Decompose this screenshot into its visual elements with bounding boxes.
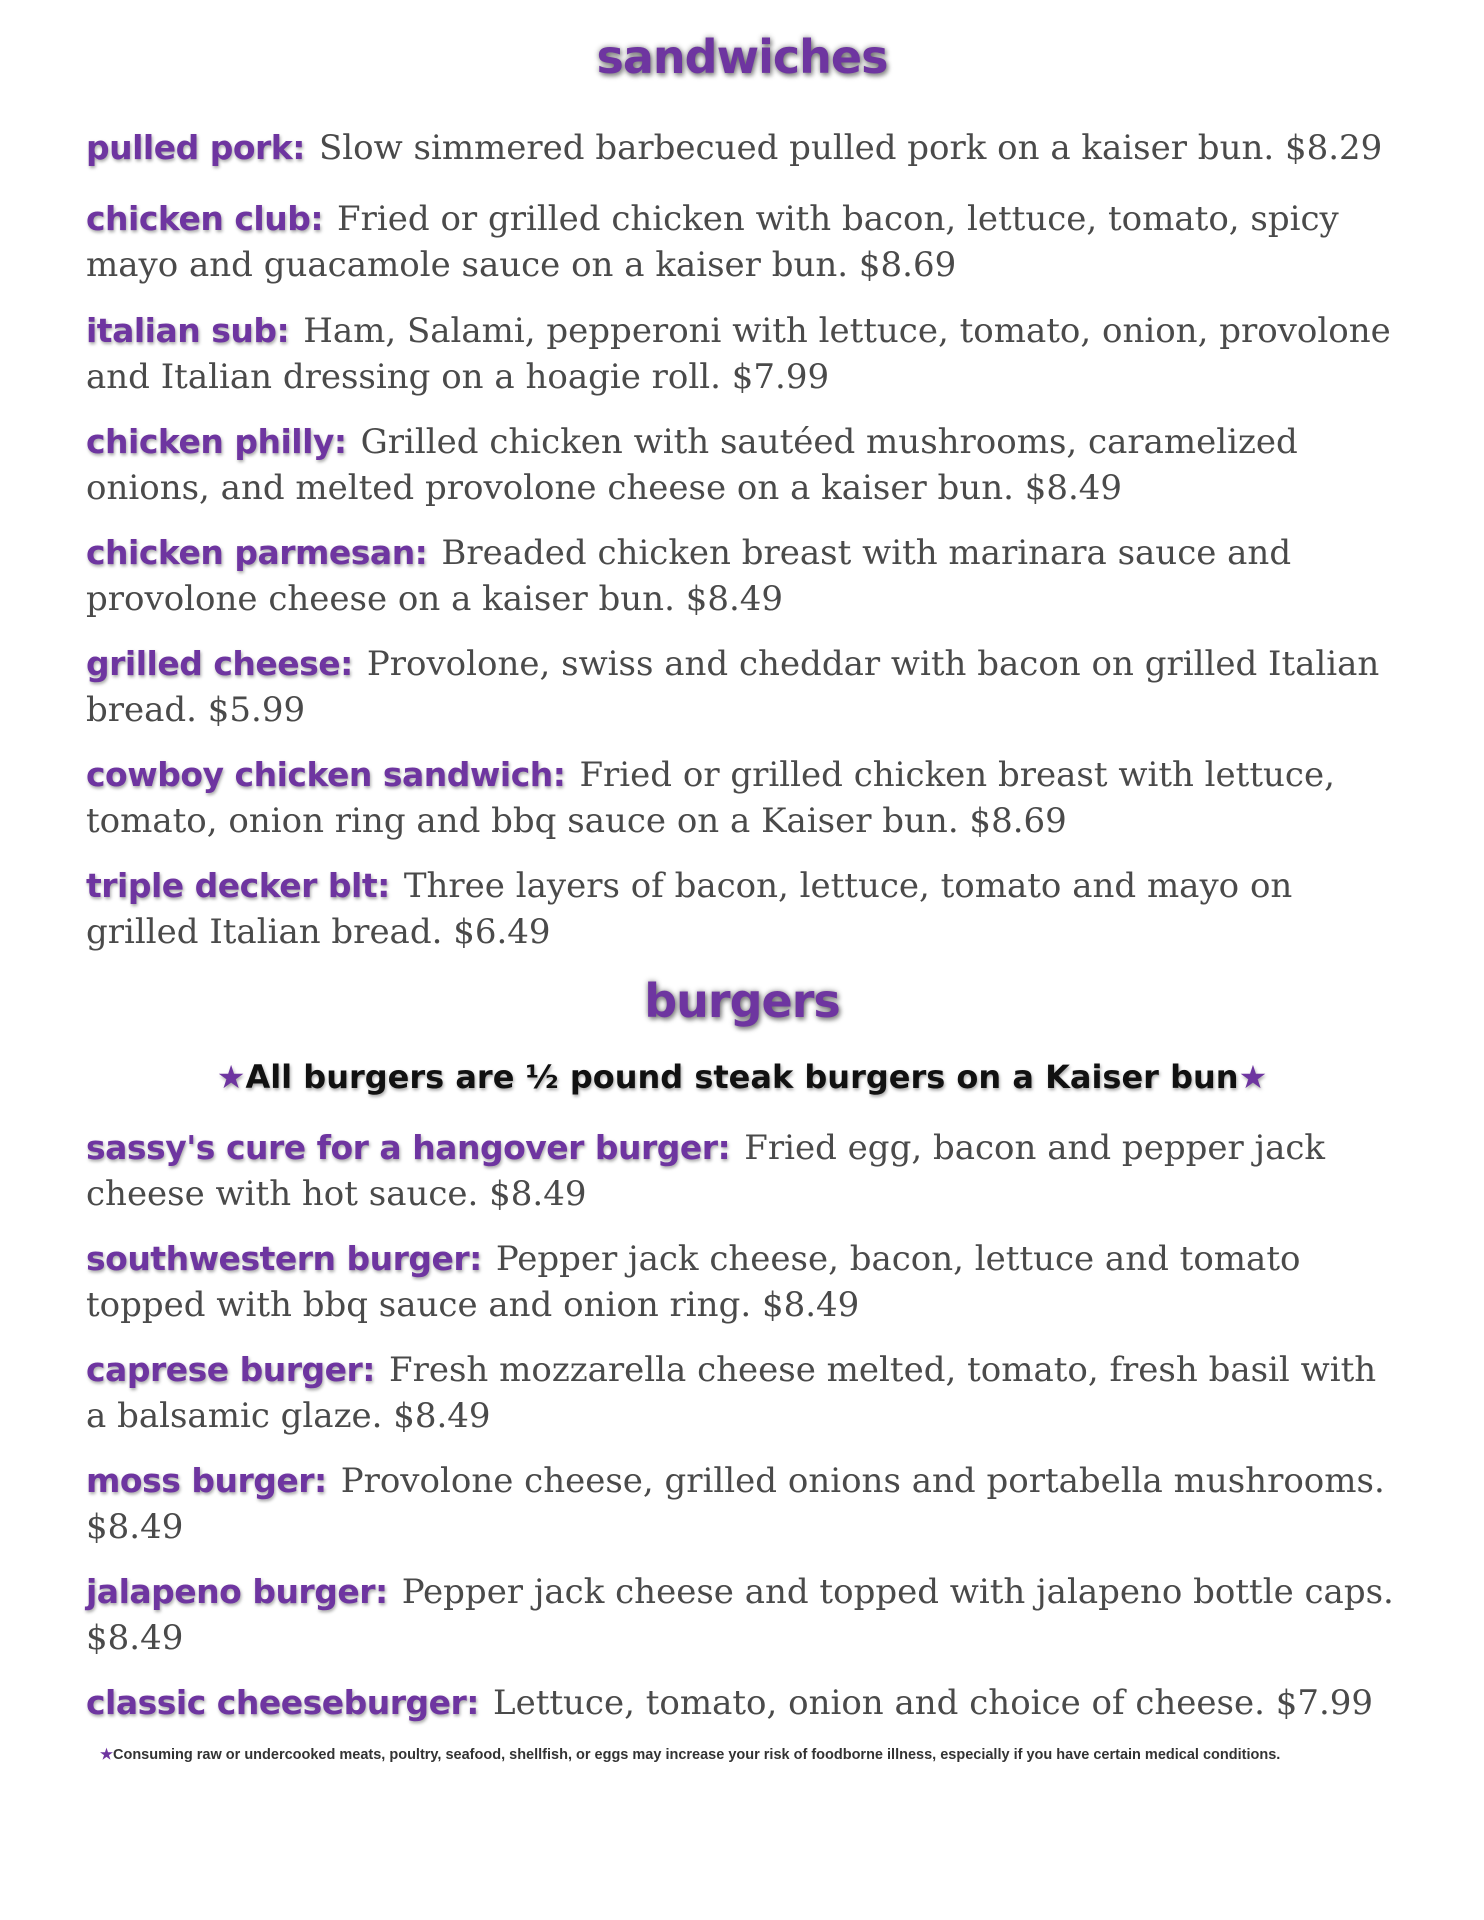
item-name: chicken philly: xyxy=(86,422,347,461)
item-description: Fried egg, bacon and pepper jack cheese with hot sauce. $8.49 xyxy=(86,1128,1325,1214)
item-name: cowboy chicken sandwich: xyxy=(86,755,566,794)
menu-item-southwestern-burger xyxy=(86,1236,1406,1328)
item-name: jalapeno burger: xyxy=(86,1572,388,1611)
item-description: Slow simmered barbecued pulled pork on a kaiser bun. $8.29 xyxy=(318,128,1383,168)
item-description: Ham, Salami, pepperoni with lettuce, tomato, onion, provolone and Italian dressing on a hoagie roll. $7.99 xyxy=(86,311,1391,397)
item-name: sassy's cure for a hangover burger: xyxy=(86,1128,731,1167)
item-description: Pepper jack cheese, bacon, lettuce and tomato topped with bbq sauce and onion ring. $8.49 xyxy=(86,1239,1301,1325)
item-description: Fried or grilled chicken with bacon, lettuce, tomato, spicy mayo and guacamole sauce on a kaiser bun. $8.69 xyxy=(86,199,1339,285)
item-name: chicken club: xyxy=(86,199,324,238)
burgers-note xyxy=(0,1058,1484,1096)
item-name: caprese burger: xyxy=(86,1350,375,1389)
item-name: triple decker blt: xyxy=(86,866,390,905)
sandwiches-heading: sandwiches xyxy=(596,30,888,84)
menu-item-chicken-parmesan xyxy=(86,530,1406,622)
item-description: Pepper jack cheese and topped with jalapeno bottle caps. $8.49 xyxy=(86,1572,1394,1658)
item-name: italian sub: xyxy=(86,311,290,350)
item-description: Fried or grilled chicken breast with lettuce, tomato, onion ring and bbq sauce on a Kaiser bun. $8.69 xyxy=(86,755,1335,841)
menu-item-pulled-pork xyxy=(86,125,1406,171)
menu-item-caprese-burger xyxy=(86,1347,1406,1439)
menu-item-jalapeno-burger xyxy=(86,1569,1406,1661)
item-description: Provolone, swiss and cheddar with bacon on grilled Italian bread. $5.99 xyxy=(86,644,1380,730)
item-description: Three layers of bacon, lettuce, tomato and mayo on grilled Italian bread. $6.49 xyxy=(86,866,1293,952)
menu-item-moss-burger xyxy=(86,1458,1406,1550)
item-name: pulled pork: xyxy=(86,128,305,167)
burgers-heading: burgers xyxy=(644,974,840,1028)
item-description: Breaded chicken breast with marinara sauce and provolone cheese on a kaiser bun. $8.49 xyxy=(86,533,1292,619)
item-name: grilled cheese: xyxy=(86,644,353,683)
menu-item-grilled-cheese xyxy=(86,641,1406,733)
menu-item-triple-decker-blt xyxy=(86,863,1406,955)
item-name: southwestern burger: xyxy=(86,1239,482,1278)
item-name: classic cheeseburger: xyxy=(86,1683,479,1722)
menu-item-chicken-club xyxy=(86,196,1406,288)
item-name: moss burger: xyxy=(86,1461,327,1500)
item-description: Lettuce, tomato, onion and choice of cheese. $7.99 xyxy=(493,1683,1374,1723)
star-icon: ★ xyxy=(1238,1058,1268,1096)
item-description: Fresh mozzarella cheese melted, tomato, fresh basil with a balsamic glaze. $8.49 xyxy=(86,1350,1377,1436)
menu-item-sassys-hangover-burger xyxy=(86,1125,1406,1217)
health-disclaimer xyxy=(100,1747,1420,1763)
star-icon: ★ xyxy=(100,1747,113,1763)
menu-item-chicken-philly xyxy=(86,419,1406,511)
disclaimer-text: Consuming raw or undercooked meats, poultry, seafood, shellfish, or eggs may increase your risk of foodborne illness, especially if you have certain medical conditions. xyxy=(113,1747,1281,1763)
item-description: Provolone cheese, grilled onions and portabella mushrooms. $8.49 xyxy=(86,1461,1385,1547)
item-description: Grilled chicken with sautéed mushrooms, caramelized onions, and melted provolone cheese on a kaiser bun. $8.49 xyxy=(86,422,1298,508)
item-name: chicken parmesan: xyxy=(86,533,428,572)
star-icon: ★ xyxy=(216,1058,246,1096)
menu-item-classic-cheeseburger xyxy=(86,1680,1406,1726)
burgers-note-text: All burgers are ½ pound steak burgers on a Kaiser bun xyxy=(245,1058,1239,1096)
menu-item-cowboy-chicken-sandwich xyxy=(86,752,1406,844)
menu-item-italian-sub xyxy=(86,308,1406,400)
